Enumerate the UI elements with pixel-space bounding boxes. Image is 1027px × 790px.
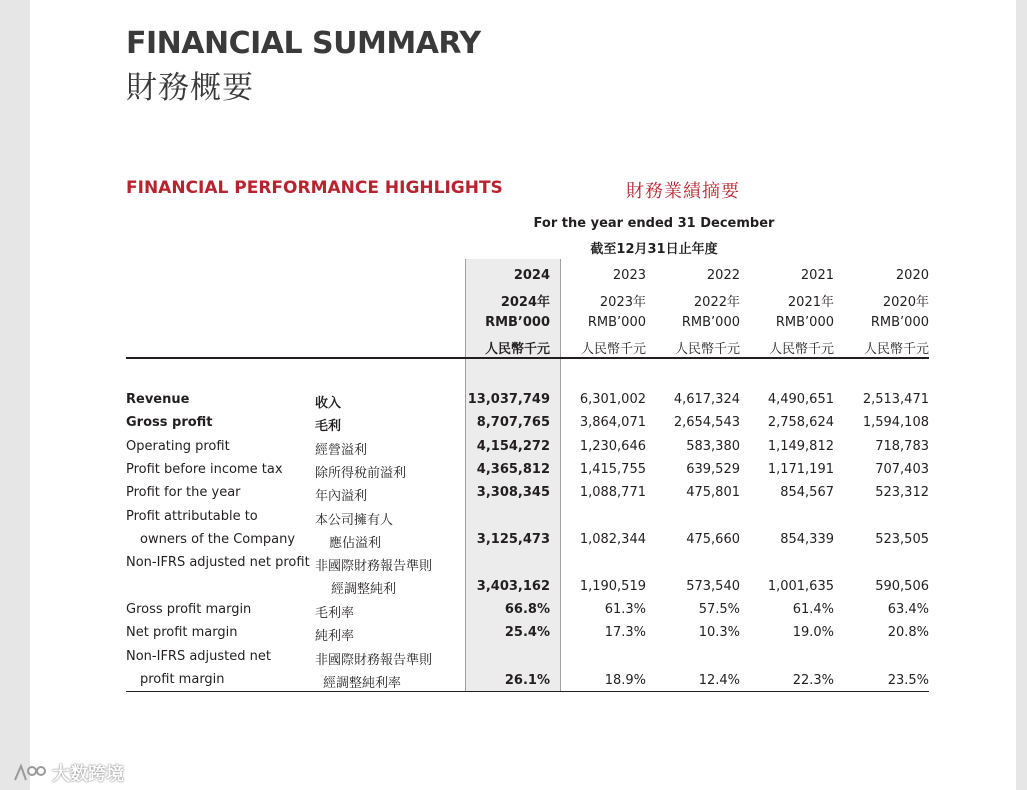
table-cell: 23.5% [887, 673, 929, 688]
table-cell: 1,001,635 [767, 579, 834, 594]
table-cell: 2,654,543 [673, 415, 740, 430]
row-label: Net profit margin [126, 625, 238, 640]
row-label: Operating profit [126, 439, 230, 454]
watermark [12, 760, 124, 786]
table-cell: 22.3% [792, 673, 834, 688]
table-cell: 6,301,002 [579, 392, 646, 407]
table-cell: 523,505 [875, 532, 929, 547]
row-label: Gross profit [126, 415, 213, 430]
row-label-chinese: 經營溢利 [315, 443, 368, 458]
table-cell: 590,506 [875, 579, 929, 594]
row-label-chinese-continued: 經調整純利率 [323, 676, 402, 691]
table-cell: 1,088,771 [579, 485, 646, 500]
table-cell: 1,415,755 [579, 462, 646, 477]
table-cell: 63.4% [887, 602, 929, 617]
column-unit-chinese: 人民幣千元 [768, 342, 834, 357]
table-cell: 12.4% [698, 673, 740, 688]
table-cell: 2,513,471 [862, 392, 929, 407]
row-label: Profit before income tax [126, 462, 283, 477]
table-cell: 523,312 [875, 485, 929, 500]
table-cell: 3,125,473 [476, 532, 550, 547]
column-unit-chinese: 人民幣千元 [863, 342, 929, 357]
row-label-chinese: 毛利率 [315, 606, 355, 621]
watermark-text: 大数跨境 [52, 764, 124, 785]
column-year: 2022 [706, 268, 740, 283]
table-cell: 4,490,651 [767, 392, 834, 407]
column-year-chinese: 2021年 [787, 295, 834, 310]
row-label: Profit attributable to [126, 509, 258, 524]
column-unit-chinese: 人民幣千元 [580, 342, 646, 357]
section-title-chinese: 財務業績摘要 [626, 181, 740, 202]
row-label: Profit for the year [126, 485, 241, 500]
column-year: 2021 [800, 268, 834, 283]
table-cell: 854,567 [780, 485, 834, 500]
row-label-chinese: 非國際財務報告準則 [315, 559, 433, 574]
row-label-chinese: 純利率 [315, 629, 355, 644]
row-label-continued: profit margin [140, 672, 225, 687]
table-cell: 707,403 [875, 462, 929, 477]
table-cell: 2,758,624 [767, 415, 834, 430]
row-label-chinese: 除所得稅前溢利 [315, 466, 407, 481]
table-cell: 61.4% [792, 602, 834, 617]
row-label: Gross profit margin [126, 602, 252, 617]
row-label: Non-IFRS adjusted net [126, 649, 271, 664]
table-cell: 854,339 [780, 532, 834, 547]
section-title: FINANCIAL PERFORMANCE HIGHLIGHTS [126, 178, 503, 198]
table-cell: 20.8% [887, 625, 929, 640]
table-cell: 475,801 [686, 485, 740, 500]
page-title: FINANCIAL SUMMARY [126, 26, 481, 61]
table-cell: 61.3% [604, 602, 646, 617]
row-label-chinese-continued: 應佔溢利 [329, 536, 382, 551]
table-cell: 25.4% [504, 625, 550, 640]
column-unit: RMB’000 [775, 315, 834, 330]
table-cell: 718,783 [875, 439, 929, 454]
table-cell: 583,380 [686, 439, 740, 454]
period-label-chinese: 截至12月31日止年度 [590, 242, 718, 257]
table-cell: 57.5% [698, 602, 740, 617]
table-cell: 4,154,272 [476, 439, 550, 454]
column-unit: RMB’000 [485, 315, 550, 330]
table-cell: 3,864,071 [579, 415, 646, 430]
table-cell: 13,037,749 [467, 392, 550, 407]
column-year: 2023 [612, 268, 646, 283]
row-label-continued: owners of the Company [140, 532, 296, 547]
table-cell: 1,230,646 [579, 439, 646, 454]
row-label-chinese: 收入 [315, 396, 342, 411]
table-cell: 475,660 [686, 532, 740, 547]
row-label: Revenue [126, 392, 190, 407]
column-unit: RMB’000 [587, 315, 646, 330]
table-cell: 10.3% [698, 625, 740, 640]
period-label: For the year ended 31 December [533, 216, 775, 231]
column-unit: RMB’000 [870, 315, 929, 330]
table-cell: 66.8% [504, 602, 550, 617]
table-cell: 1,190,519 [579, 579, 646, 594]
column-year: 2020 [895, 268, 929, 283]
table-cell: 573,540 [686, 579, 740, 594]
row-label-chinese-continued: 經調整純利 [331, 582, 397, 597]
column-year-chinese: 2022年 [693, 295, 740, 310]
watermark-logo-icon [12, 762, 48, 784]
row-label: Non-IFRS adjusted net profit [126, 555, 310, 570]
column-unit: RMB’000 [681, 315, 740, 330]
row-label-chinese: 非國際財務報告準則 [315, 653, 433, 668]
table-cell: 18.9% [604, 673, 646, 688]
table-cell: 4,617,324 [673, 392, 740, 407]
column-unit-chinese: 人民幣千元 [674, 342, 740, 357]
row-label-chinese: 毛利 [315, 419, 342, 434]
column-year-chinese: 2024年 [500, 295, 550, 310]
column-year-chinese: 2023年 [599, 295, 646, 310]
table-cell: 1,082,344 [579, 532, 646, 547]
table-cell: 8,707,765 [476, 415, 550, 430]
column-year: 2024 [513, 268, 550, 283]
table-cell: 1,149,812 [767, 439, 834, 454]
table-cell: 17.3% [604, 625, 646, 640]
row-label-chinese: 年內溢利 [315, 489, 368, 504]
table-bottom-rule [126, 691, 929, 692]
table-cell: 19.0% [792, 625, 834, 640]
table-cell: 4,365,812 [476, 462, 550, 477]
table-cell: 26.1% [504, 673, 550, 688]
table-cell: 3,403,162 [476, 579, 550, 594]
table-cell: 1,171,191 [767, 462, 834, 477]
column-unit-chinese: 人民幣千元 [484, 342, 550, 357]
table-cell: 1,594,108 [862, 415, 929, 430]
table-cell: 3,308,345 [476, 485, 550, 500]
page-title-chinese: 財務概要 [126, 70, 254, 106]
header-rule [126, 357, 929, 359]
table-cell: 639,529 [686, 462, 740, 477]
row-label-chinese: 本公司擁有人 [315, 513, 394, 528]
column-year-chinese: 2020年 [882, 295, 929, 310]
